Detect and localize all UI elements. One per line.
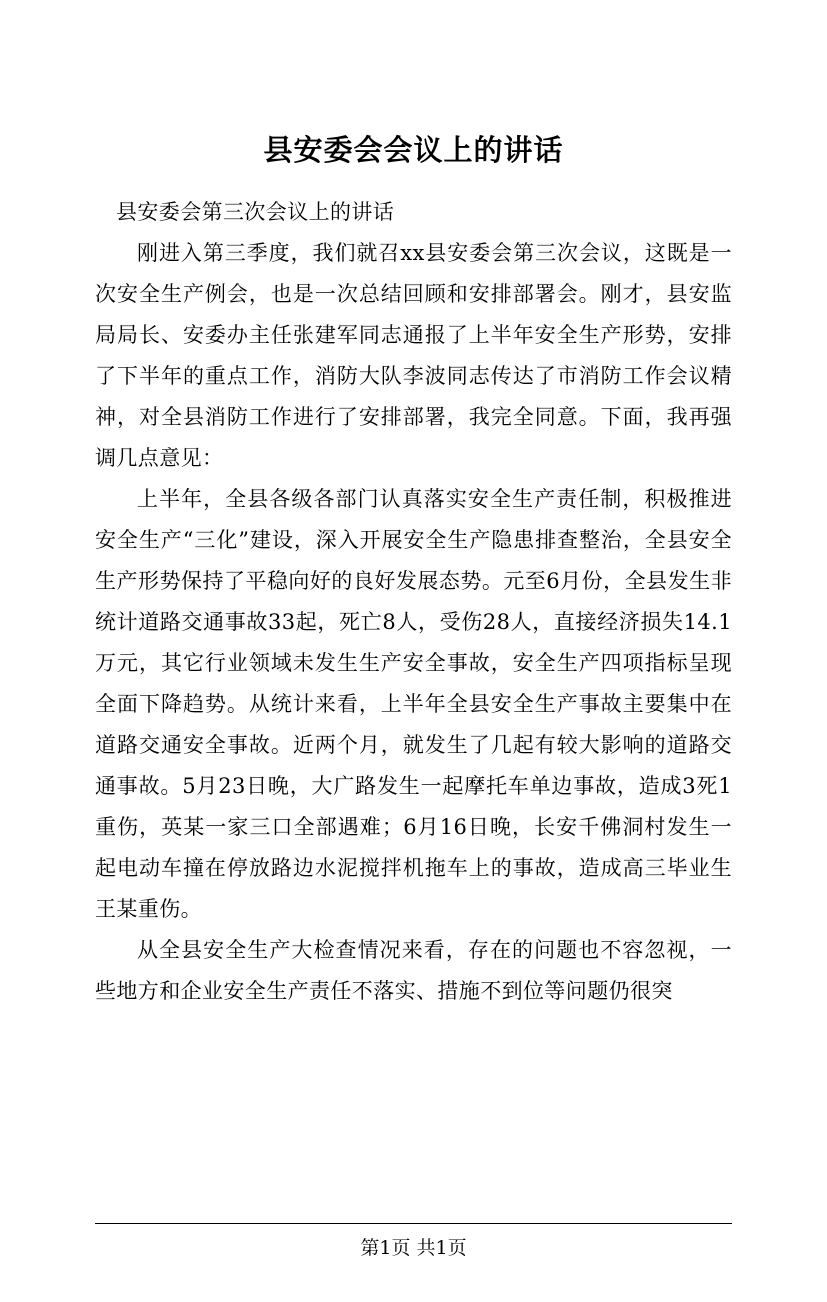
page-title: 县安委会会议上的讲话 (263, 133, 564, 167)
page-footer: 第1页 共1页 (360, 1237, 467, 1259)
document-body (95, 192, 732, 1012)
paragraph-3: 从全县安全生产大检查情况来看，存在的问题也不容忽视，一些地方和企业安全生产责任不落实、措施不到位等问题仍很突 (95, 937, 732, 1003)
paragraph-1: 刚进入第三季度，我们就召xx县安委会第三次会议，这既是一次安全生产例会，也是一次总结回顾和安排部署会。刚才，县安监局局长、安委办主任张建军同志通报了上半年安全生产形势，安排了下半年的重点工作，消防大队李波同志传达了市消防工作会议精神，对全县消防工作进行了安排部署，我完全同意。下面，我再强调几点意见： (95, 240, 732, 470)
document-subtitle: 县安委会第三次会议上的讲话 (116, 199, 395, 224)
document-page (0, 132, 827, 1302)
paragraph-2: 上半年，全县各级各部门认真落实安全生产责任制，积极推进安全生产“三化”建设，深入开展安全生产隐患排查整治，全县安全生产形势保持了平稳向好的良好发展态势。元至6月份，全县发生非统计道路交通事故33起，死亡8人，受伤28人，直接经济损失14.1万元，其它行业领域未发生生产安全事故，安全生产四项指标呈现全面下降趋势。从统计来看，上半年全县安全生产事故主要集中在道路交通安全事故。近两个月，就发生了几起有较大影响的道路交通事故。5月23日晚，大广路发生一起摩托车单边事故，造成3死1重伤，英某一家三口全部遇难；6月16日晚，长安千佛洞村发生一起电动车撞在停放路边水泥搅拌机拖车上的事故，造成高三毕业生王某重伤。 (95, 486, 732, 921)
footer-divider (95, 1223, 732, 1224)
